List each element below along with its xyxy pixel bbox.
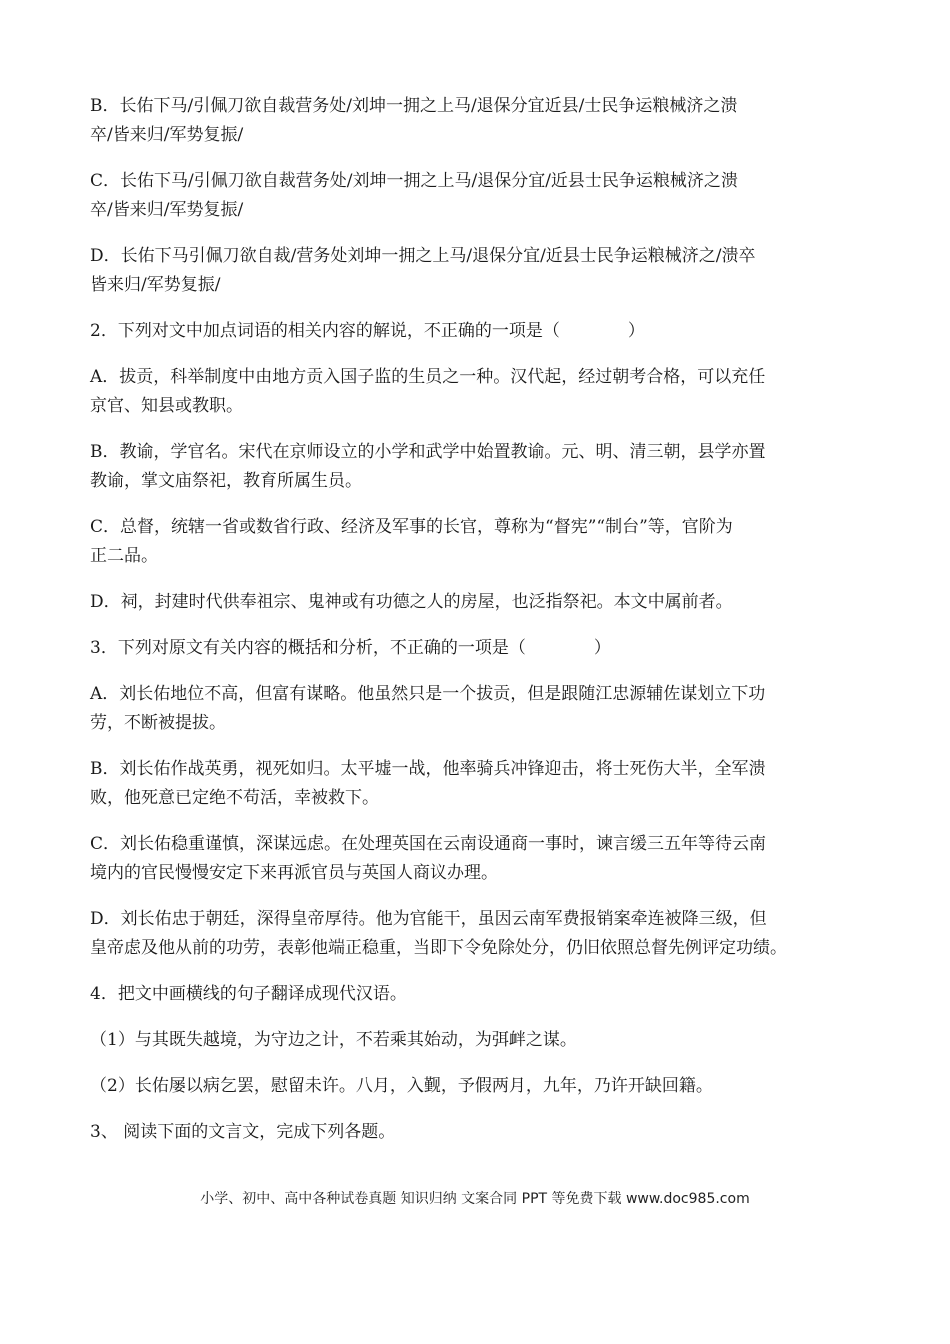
question-3-option-c — [90, 830, 880, 888]
question-4-sentence-1 — [90, 1026, 880, 1055]
option-b-segmentation — [90, 92, 880, 150]
page-footer: 小学、初中、高中各种试卷真题 知识归纳 文案合同 PPT 等免费下载 www.doc985.com — [200, 1191, 750, 1207]
text-line: 正二品。 — [90, 546, 158, 566]
text-line: 卒/皆来归/军势复振/ — [90, 200, 244, 220]
text-line: D．刘长佑忠于朝廷，深得皇帝厚待。他为官能干，虽因云南军费报销案牵连被降三级，但 — [90, 909, 767, 929]
text-line: D．祠，封建时代供奉祖宗、鬼神或有功德之人的房屋，也泛指祭祀。本文中属前者。 — [90, 592, 733, 612]
document-body — [90, 92, 880, 1164]
text-line: 皆来归/军势复振/ — [90, 275, 221, 295]
text-line: （1）与其既失越境，为守边之计，不若乘其始动，为弭衅之谋。 — [90, 1030, 577, 1050]
text-line: 卒/皆来归/军势复振/ — [90, 125, 244, 145]
text-line: 皇帝虑及他从前的功劳，表彰他端正稳重，当即下令免除处分，仍旧依照总督先例评定功绩。 — [90, 938, 787, 958]
text-line: A．拔贡，科举制度中由地方贡入国子监的生员之一种。汉代起，经过朝考合格，可以充任 — [90, 367, 766, 387]
question-2-option-d — [90, 588, 880, 617]
text-line: C．长佑下马/引佩刀欲自裁营务处/刘坤一拥之上马/退保分宜/近县士民争运粮械济之溃 — [90, 171, 738, 191]
text-line: （2）长佑屡以病乞罢，慰留未许。八月，入觐，予假两月，九年，乃许开缺回籍。 — [90, 1076, 713, 1096]
text-line: C．刘长佑稳重谨慎，深谋远虑。在处理英国在云南设通商一事时，谏言缓三五年等待云南 — [90, 834, 767, 854]
text-line: B．长佑下马/引佩刀欲自裁营务处/刘坤一拥之上马/退保分宜近县/士民争运粮械济之溃 — [90, 96, 738, 116]
question-2-option-b — [90, 438, 880, 496]
question-4 — [90, 980, 880, 1009]
text-line: B．教谕，学官名。宋代在京师设立的小学和武学中始置教谕。元、明、清三朝，县学亦置 — [90, 442, 766, 462]
text-line: 京官、知县或教职。 — [90, 396, 243, 416]
text-line: 教谕，掌文庙祭祀，教育所属生员。 — [90, 471, 362, 491]
question-2-option-c — [90, 513, 880, 571]
question-2-option-a — [90, 363, 880, 421]
section-3-heading — [90, 1118, 880, 1147]
text-line: 劳，不断被提拔。 — [90, 713, 226, 733]
text-line: C．总督，统辖一省或数省行政、经济及军事的长官，尊称为“督宪”“制台”等，官阶为 — [90, 517, 733, 537]
text-line: 4．把文中画横线的句子翻译成现代汉语。 — [90, 984, 407, 1004]
text-line: B．刘长佑作战英勇，视死如归。太平墟一战，他率骑兵冲锋迎击，将士死伤大半，全军溃 — [90, 759, 766, 779]
question-3 — [90, 634, 880, 663]
text-line: 败，他死意已定绝不苟活，幸被救下。 — [90, 788, 379, 808]
question-2 — [90, 317, 880, 346]
option-c-segmentation — [90, 167, 880, 225]
text-line: 境内的官民慢慢安定下来再派官员与英国人商议办理。 — [90, 863, 498, 883]
text-line: D．长佑下马引佩刀欲自裁/营务处刘坤一拥之上马/退保分宜/近县士民争运粮械济之/溃卒 — [90, 246, 756, 266]
text-line: 3、 阅读下面的文言文，完成下列各题。 — [90, 1122, 396, 1142]
text-line: 2．下列对文中加点词语的相关内容的解说，不正确的一项是（ ） — [90, 321, 645, 341]
option-d-segmentation — [90, 242, 880, 300]
text-line: A．刘长佑地位不高，但富有谋略。他虽然只是一个拔贡，但是跟随江忠源辅佐谋划立下功 — [90, 684, 766, 704]
question-3-option-a — [90, 680, 880, 738]
question-3-option-b — [90, 755, 880, 813]
text-line: 3．下列对原文有关内容的概括和分析，不正确的一项是（ ） — [90, 638, 611, 658]
question-4-sentence-2 — [90, 1072, 880, 1101]
question-3-option-d — [90, 905, 880, 963]
